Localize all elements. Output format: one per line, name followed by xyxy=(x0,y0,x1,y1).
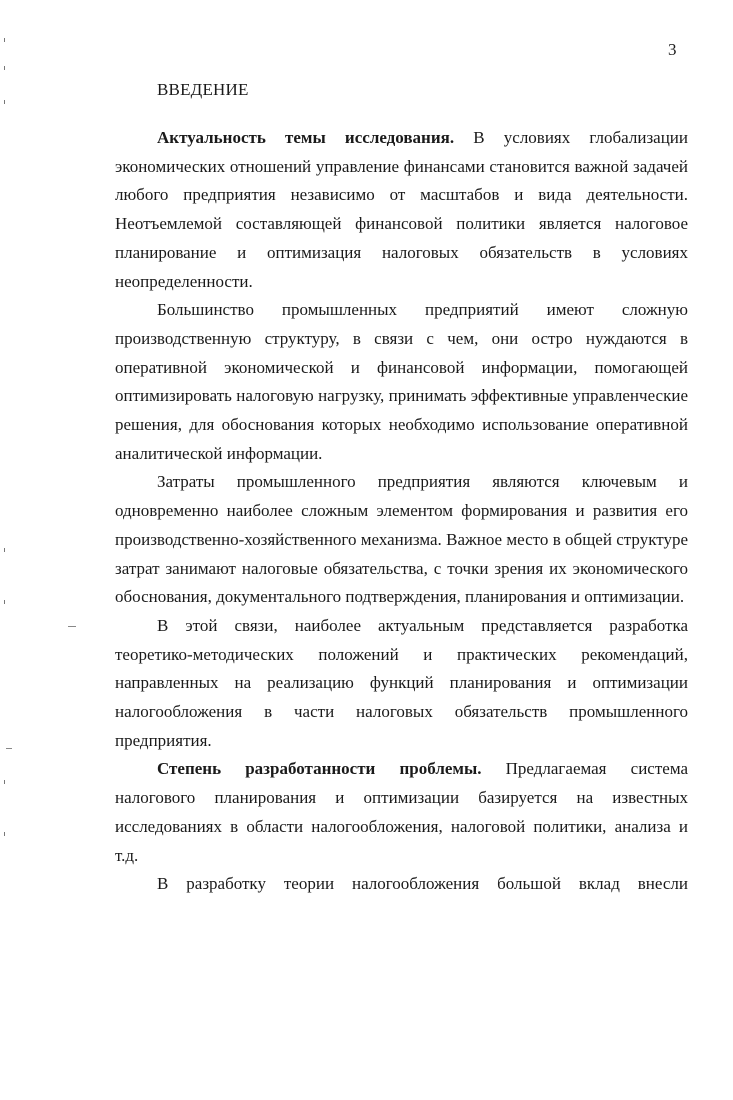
paragraph-text: В разработку теории налогообложения большой вклад внесли xyxy=(157,874,688,894)
scan-edge-marks xyxy=(0,0,14,1100)
scan-dash-mark xyxy=(6,748,12,749)
paragraph-contributors xyxy=(115,870,688,899)
paragraph-degree-of-development xyxy=(115,755,688,870)
paragraph-lead: Актуальность темы исследования. xyxy=(157,128,455,147)
body-text xyxy=(115,124,688,899)
paragraph-text: Большинство промышленных предприятий имеют сложную производственную структуру, в связи с чем, они остро нуждаются в оперативной экономической и финансовой информации, помогающей оптимизировать налоговую нагрузку, принимать эффективные управленческие решения, для обоснования которых необходимо использование оперативной аналитической информации. xyxy=(115,300,688,463)
paragraph-text: Затраты промышленного предприятия являются ключевым и одновременно наиболее сложным элементом формирования и развития его производственно-хозяйственного механизма. Важное место в общей структуре затрат занимают налоговые обязательства, с точки зрения их экономического обоснования, документального подтверждения, планирования и оптимизации. xyxy=(115,472,688,607)
paragraph-relevance-conclusion xyxy=(115,612,688,756)
page-number: 3 xyxy=(668,40,677,59)
section-heading: ВВЕДЕНИЕ xyxy=(157,80,249,99)
paragraph-relevance xyxy=(115,124,688,296)
paragraph-industrial-enterprises xyxy=(115,296,688,468)
paragraph-text: В условиях глобализации экономических отношений управление финансами становится важной задачей любого предприятия независимо от масштабов и вида деятельности. Неотъемлемой составляющей финансовой политики является налоговое планирование и оптимизация налоговых обязательств в условиях неопределенности. xyxy=(115,128,688,291)
scan-dash-mark xyxy=(68,626,76,627)
paragraph-costs xyxy=(115,468,688,612)
paragraph-lead: Степень разработанности проблемы. xyxy=(157,759,482,779)
paragraph-text: Предлагаемая система налогового планирования и оптимизации базируется на известных исследованиях в области налогообложения, налоговой политики, анализа и т.д. xyxy=(115,759,689,865)
paragraph-text: В этой связи, наиболее актуальным представляется разработка теоретико-методических положений и практических рекомендаций, направленных на реализацию функций планирования и оптимизации налогообложения в части налоговых обязательств промышленного предприятия. xyxy=(115,615,688,750)
